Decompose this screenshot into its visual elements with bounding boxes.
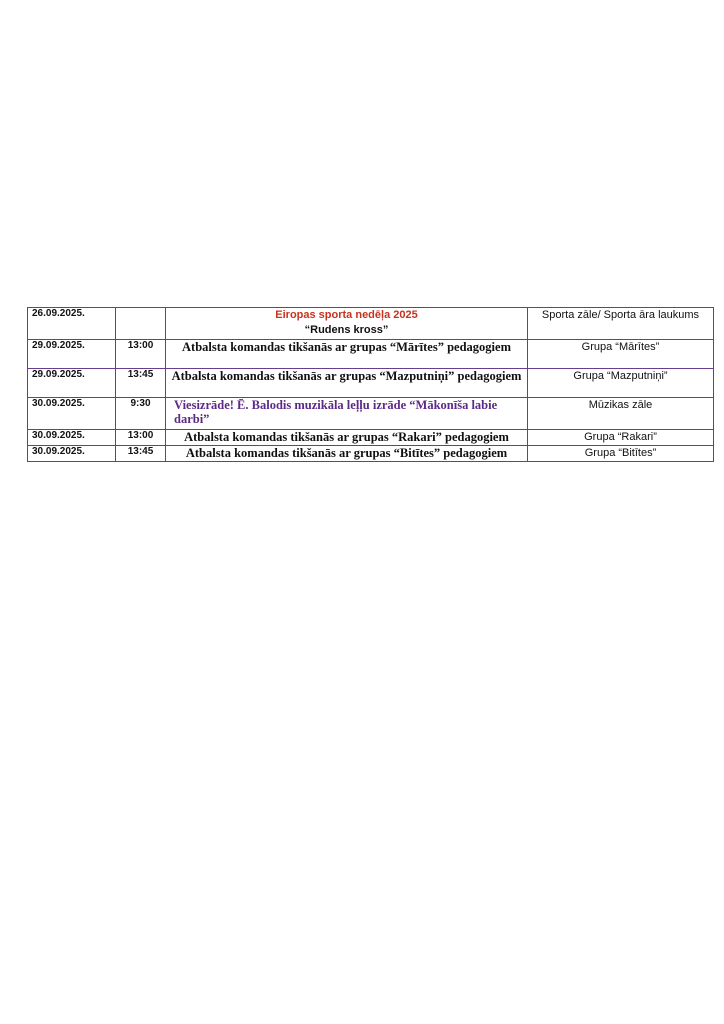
event-cell: Atbalsta komandas tikšanās ar grupas “Rakari” pedagogiem: [166, 430, 528, 446]
time-cell: 13:00: [116, 430, 166, 446]
table-row: [28, 446, 714, 462]
place-cell: Grupa “Bitītes”: [528, 446, 714, 462]
date-cell: 30.09.2025.: [28, 446, 116, 462]
time-cell: 13:00: [116, 340, 166, 369]
date-cell: 26.09.2025.: [28, 308, 116, 340]
schedule-table: [27, 307, 714, 462]
date-cell: 29.09.2025.: [28, 369, 116, 398]
date-cell: 30.09.2025.: [28, 398, 116, 430]
table-row: [28, 430, 714, 446]
time-cell: 9:30: [116, 398, 166, 430]
event-cell: Viesizrāde! Ē. Balodis muzikāla leļļu izrāde “Mākonīša labie darbi”: [166, 398, 528, 430]
place-cell: Sporta zāle/ Sporta āra laukums: [528, 308, 714, 340]
event-cell: [166, 308, 528, 340]
time-cell: [116, 308, 166, 340]
table-row: [28, 398, 714, 430]
table-row: [28, 369, 714, 398]
date-cell: 29.09.2025.: [28, 340, 116, 369]
place-cell: Grupa “Mārītes”: [528, 340, 714, 369]
event-title: Eiropas sporta nedēļa 2025: [275, 309, 418, 321]
time-cell: 13:45: [116, 446, 166, 462]
place-cell: Mūzikas zāle: [528, 398, 714, 430]
time-cell: 13:45: [116, 369, 166, 398]
event-cell: Atbalsta komandas tikšanās ar grupas “Bitītes” pedagogiem: [166, 446, 528, 462]
event-subtitle: “Rudens kross”: [304, 324, 389, 336]
place-cell: Grupa “Mazputniņi”: [528, 369, 714, 398]
place-cell: Grupa “Rakari”: [528, 430, 714, 446]
event-cell: Atbalsta komandas tikšanās ar grupas “Mazputniņi” pedagogiem: [166, 369, 528, 398]
event-cell: Atbalsta komandas tikšanās ar grupas “Mārītes” pedagogiem: [166, 340, 528, 369]
table-row: [28, 308, 714, 340]
table-row: [28, 340, 714, 369]
date-cell: 30.09.2025.: [28, 430, 116, 446]
